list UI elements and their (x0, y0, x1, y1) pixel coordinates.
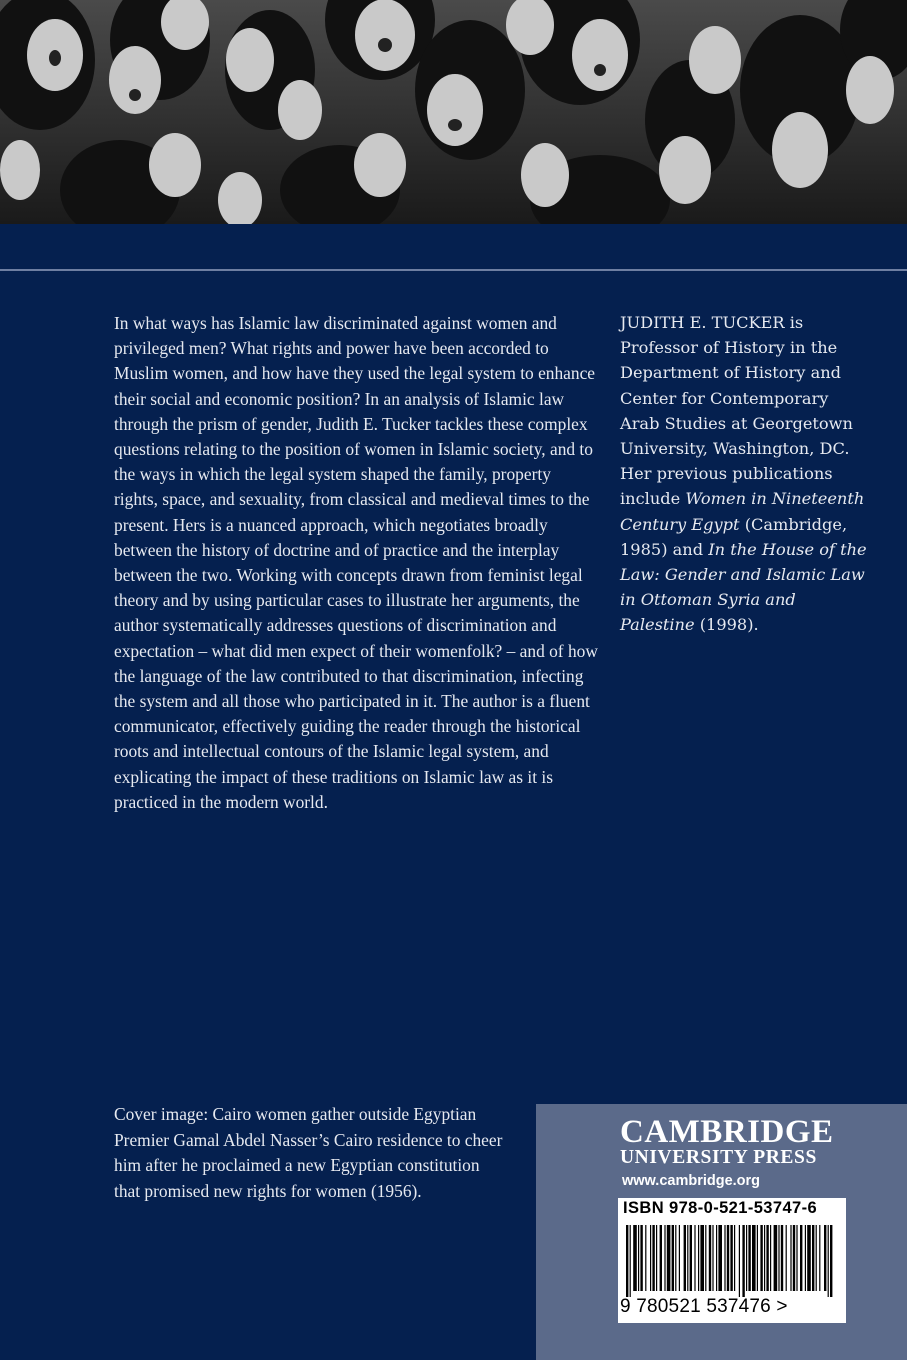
bio-book-title-2: In the House of the Law: Gender and Islamic Law in Ottoman Syria and Palestine (620, 539, 867, 635)
bio-text-2: (Cambridge, 1985) and (620, 514, 848, 559)
book-description: In what ways has Islamic law discriminated against women and privileged men? What rights and power have been accorded to Muslim women, and how have they used the legal system to enhance their social and economic position? In an analysis of Islamic law through the prism of gender, Judith E. Tucker tackles these complex questions relating to the position of women in Islamic society, and to the ways in which the legal system shaped the family, property rights, space, and sexuality, from classical and medieval times to the present. Hers is a nuanced approach, which negotiates broadly between the history of doctrine and of practice and the interplay between the two. Working with concepts drawn from feminist legal theory and by using particular cases to illustrate her arguments, the author systematically addresses questions of discrimination and expectation – what did men expect of their womenfolk? – and of how the language of the law contributed to that discrimination, infecting the system and all those who participated in it. The author is a fluent communicator, effectively guiding the reader through the historical roots and intellectual contours of the Islamic legal system, and explicating the impact of these traditions on Islamic law as it is practiced in the modern world. (114, 313, 598, 812)
bio-text-3: (1998). (694, 615, 759, 635)
publisher-logo-subname: UNIVERSITY PRESS (620, 1147, 817, 1168)
publisher-logo-name: CAMBRIDGE (620, 1114, 834, 1150)
cover-photo (0, 0, 907, 224)
author-bio (620, 310, 870, 638)
barcode (618, 1198, 846, 1323)
crowd-photo-icon (0, 0, 907, 224)
divider-rule (0, 269, 907, 271)
bio-book-title-1: Women in Nineteenth Century Egypt (620, 489, 865, 534)
barcode-digits: 9 780521 537476 > (620, 1296, 788, 1317)
publisher-url[interactable]: www.cambridge.org (622, 1173, 761, 1189)
isbn-text: ISBN 978-0-521-53747-6 (623, 1199, 818, 1217)
publisher-panel (536, 1104, 907, 1360)
bio-text-1: JUDITH E. TUCKER is Professor of History in the Department of History and Center for Contemporary Arab Studies at Georgetown University, Washington, DC. Her previous publications include (620, 313, 853, 509)
cover-image-caption: Cover image: Cairo women gather outside Egyptian Premier Gamal Abdel Nasser’s Cairo residence to cheer him after he proclaimed a new Egyptian constitution that promised new rights for women (1956). (114, 1104, 503, 1201)
barcode-bars-icon (626, 1225, 838, 1297)
